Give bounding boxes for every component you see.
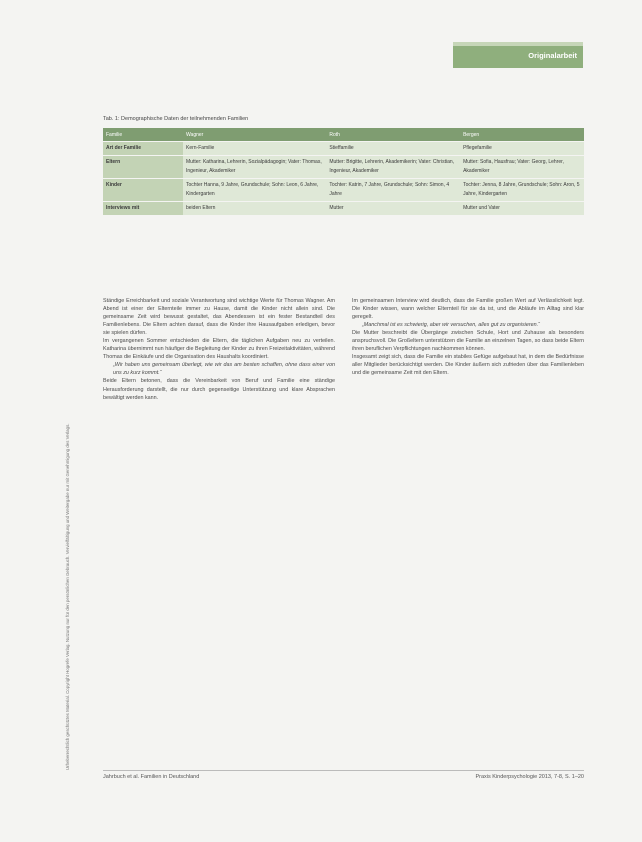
body-paragraph: Die Mutter beschreibt die Übergänge zwischen Schule, Hort und Zuhause als besonders anspruchsvoll. Die Großeltern unterstützen die Familie an einzelnen Tagen, so dass beide Eltern ihren beruflichen Verpflichtungen nachkommen können. — [352, 330, 584, 353]
table-cell: Mutter: Brigitte, Lehrerin, Akademikerin; Vater: Christian, Ingenieur, Akademiker — [326, 156, 460, 179]
table-row — [103, 202, 584, 216]
table-cell: Stieffamilie — [326, 142, 460, 156]
footer-divider — [103, 770, 584, 771]
table-header-cell: Bergen — [460, 128, 584, 142]
table-cell: Tochter: Katrin, 7 Jahre, Grundschule; Sohn: Simon, 4 Jahre — [326, 179, 460, 202]
table-cell: Mutter — [326, 202, 460, 216]
body-paragraph: Im vergangenen Sommer entschieden die Eltern, die täglichen Aufgaben neu zu verteilen. Katharina übernimmt nun häufiger die Begleitung der Kinder zu ihren Freizeitaktivitäten, während Thomas die Einkäufe und die Organisation des Haushalts koordiniert. — [103, 338, 335, 361]
demographics-table — [103, 128, 584, 215]
table-row-header: Eltern — [103, 156, 183, 179]
section-tab-label: Originalarbeit — [528, 51, 577, 60]
table-row — [103, 156, 584, 179]
table-header-cell: Roth — [326, 128, 460, 142]
section-tab — [453, 46, 583, 68]
table-cell: Mutter und Vater — [460, 202, 584, 216]
table-cell: Tochter Hanna, 9 Jahre, Grundschule; Sohn: Leon, 6 Jahre, Kindergarten — [183, 179, 326, 202]
table-cell: beiden Eltern — [183, 202, 326, 216]
copyright-side-note — [57, 70, 70, 770]
table-row-header: Art der Familie — [103, 142, 183, 156]
footer-journal: Praxis Kinderpsychologie 2013, 7-8, S. 1–20 — [475, 774, 584, 780]
table-cell: Mutter: Sofia, Hausfrau; Vater: Georg, Lehrer, Akademiker — [460, 156, 584, 179]
table-row — [103, 142, 584, 156]
table-header-row — [103, 128, 584, 142]
body-paragraph: Insgesamt zeigt sich, dass die Familie ein stabiles Gefüge aufgebaut hat, in dem die Bedürfnisse aller Mitglieder berücksichtigt werden. Die Kinder äußern sich zufrieden über das Familienleben und die gemeinsame Zeit mit den Eltern. — [352, 354, 584, 377]
interview-quote: „Manchmal ist es schwierig, aber wir versuchen, alles gut zu organisieren.“ — [362, 322, 540, 329]
body-paragraph: Beide Eltern betonen, dass die Vereinbarkeit von Beruf und Familie eine ständige Herausforderung darstellt, die nur durch gegenseitige Unterstützung und klare Absprachen bewältigt werden kann. — [103, 378, 335, 401]
interview-quote: „Wir haben uns gemeinsam überlegt, wie wir das am besten schaffen, ohne dass einer von uns zu kurz kommt.“ — [113, 362, 335, 377]
footer-citation: Jahrbuch et al. Familien in Deutschland — [103, 774, 200, 780]
table-row-header: Interviews mit — [103, 202, 183, 216]
table-cell: Kern-Familie — [183, 142, 326, 156]
table-caption: Tab. 1: Demographische Daten der teilnehmenden Familien — [103, 116, 249, 122]
table-row — [103, 179, 584, 202]
copyright-side-note-text: Urheberrechtlich geschütztes Material. Copyright Hogrefe Verlag. Nutzung nur für den persönlichen Gebrauch. Vervielfältigung und Weitergabe nur mit Genehmigung des Verlags. — [65, 423, 70, 770]
table-row-header: Kinder — [103, 179, 183, 202]
table-header-cell: Familie — [103, 128, 183, 142]
body-column-right — [352, 297, 584, 377]
table-cell: Pflegefamilie — [460, 142, 584, 156]
table-cell: Tochter: Jenna, 8 Jahre, Grundschule; Sohn: Aron, 5 Jahre, Kindergarten — [460, 179, 584, 202]
body-paragraph: Ständige Erreichbarkeit und soziale Verantwortung sind wichtige Werte für Thomas Wagner. Am Abend ist einer der Elternteile immer zu Hause, damit die Kinder nicht allein sind. Die gemeinsame Zeit wird bewusst gestaltet, das Abendessen ist ein fester Bestandteil des Familienlebens. Die Eltern achten darauf, dass die Kinder ihre Hausaufgaben erledigen, bevor sie spielen dürfen. — [103, 298, 335, 337]
table-cell: Mutter: Katharina, Lehrerin, Sozialpädagogin; Vater: Thomas, Ingenieur, Akademiker — [183, 156, 326, 179]
table-header-cell: Wagner — [183, 128, 326, 142]
body-paragraph: Im gemeinsamen Interview wird deutlich, dass die Familie großen Wert auf Verlässlichkeit legt. Die Kinder wissen, wann welcher Elternteil für sie da ist, und die Abläufe im Alltag sind klar geregelt. — [352, 298, 584, 321]
body-column-left — [103, 297, 335, 402]
